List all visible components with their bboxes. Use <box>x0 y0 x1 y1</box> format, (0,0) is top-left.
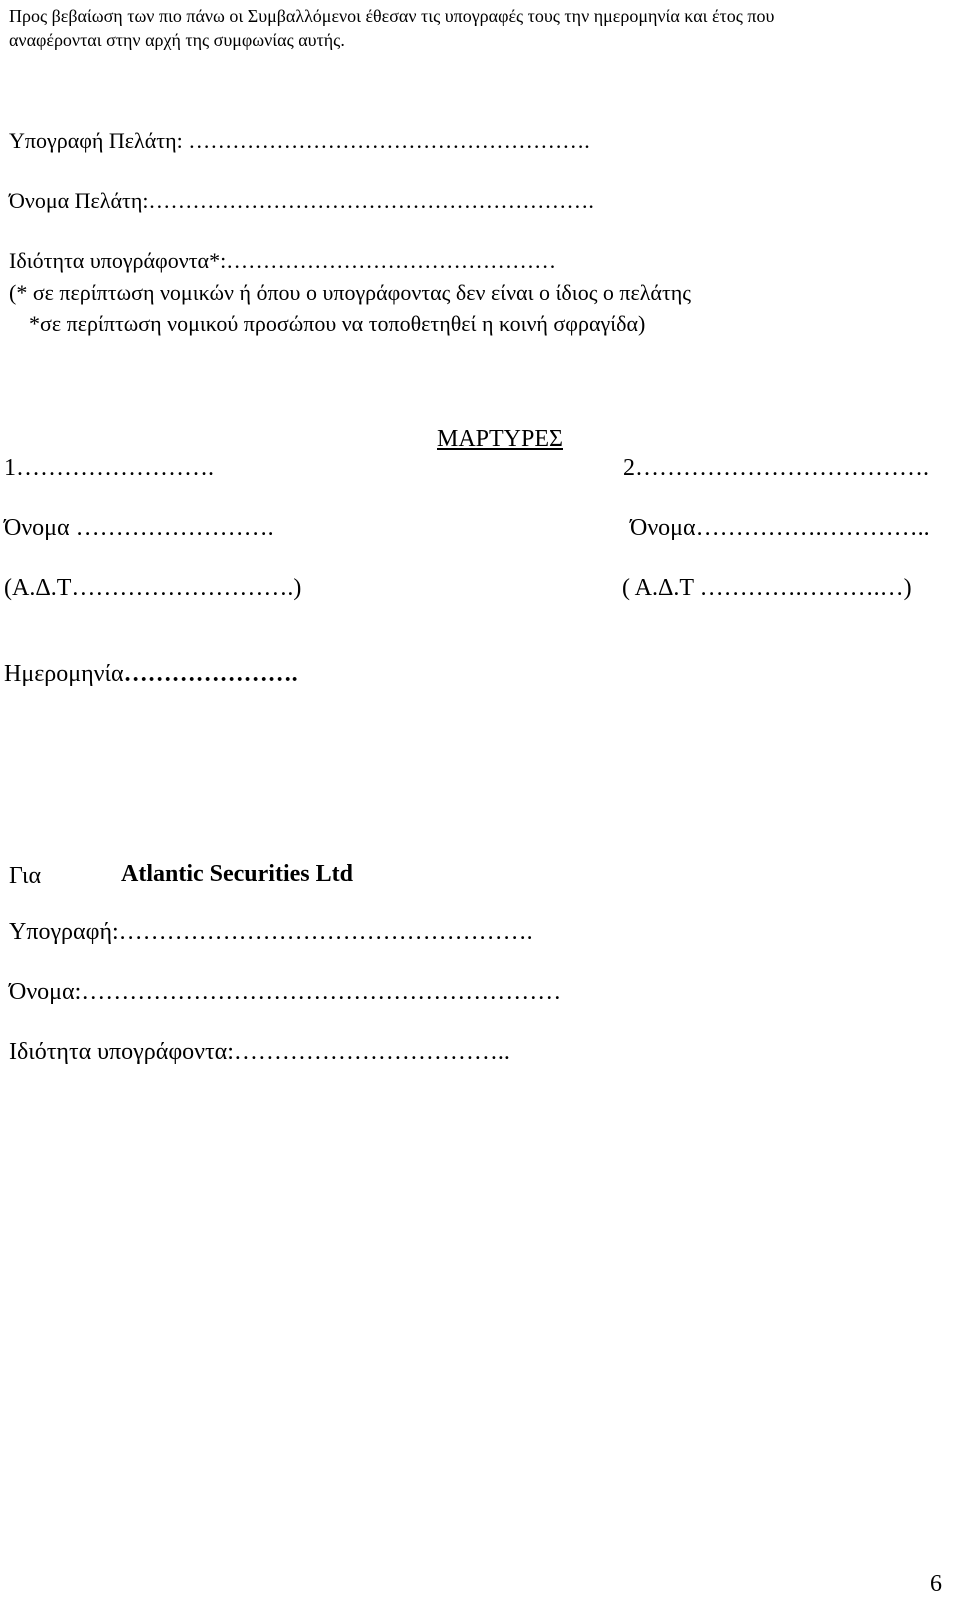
date-label: Ημερομηνία <box>4 661 124 687</box>
witness-2-name-line: Όνομα…………….………….. <box>630 515 930 541</box>
company-name: Atlantic Securities Ltd <box>121 861 353 887</box>
witnesses-heading: ΜΑΡΤΥΡΕΣ <box>437 426 563 452</box>
witness-1-id-line: (Α.Δ.Τ……………………….) <box>4 575 302 601</box>
company-capacity-line: Ιδιότητα υπογράφοντα:…………………………….. <box>9 1039 510 1065</box>
witness-1-name-line: Όνομα ……………………. <box>4 515 274 541</box>
client-signature-line: Υπογραφή Πελάτη: ………………………………………………. <box>9 128 590 153</box>
intro-line-1: Προς βεβαίωση των πιο πάνω οι Συμβαλλόμενοι έθεσαν τις υπογραφές τους την ημερομηνία και έτος που <box>9 6 775 26</box>
client-capacity-line: Ιδιότητα υπογράφοντα*:……………………………………… <box>9 248 557 273</box>
date-line <box>4 662 298 686</box>
page-number: 6 <box>930 1571 942 1597</box>
client-name-line: Όνομα Πελάτη:……………………………………………………. <box>9 188 594 213</box>
company-name-line: Όνομα:…………………………………………………… <box>9 979 562 1005</box>
witness-2-number-line: 2………………………………. <box>623 455 929 481</box>
date-dots: …………………. <box>123 661 298 687</box>
intro-paragraph <box>9 4 949 52</box>
witness-1-number-line: 1……………………. <box>4 455 214 481</box>
client-note-line-1: (* σε περίπτωση νομικών ή όπου ο υπογράφοντας δεν είναι ο ίδιος ο πελάτης <box>9 280 692 305</box>
client-note-line-2: *σε περίπτωση νομικού προσώπου να τοποθετηθεί η κοινή σφραγίδα) <box>29 311 646 336</box>
witness-2-id-line: ( Α.Δ.Τ ………….……….…) <box>622 575 912 601</box>
company-for-label: Για <box>9 863 42 889</box>
intro-line-2: αναφέρονται στην αρχή της συμφωνίας αυτής. <box>9 30 345 50</box>
company-signature-line: Υπογραφή:……………………………………………. <box>9 919 533 945</box>
